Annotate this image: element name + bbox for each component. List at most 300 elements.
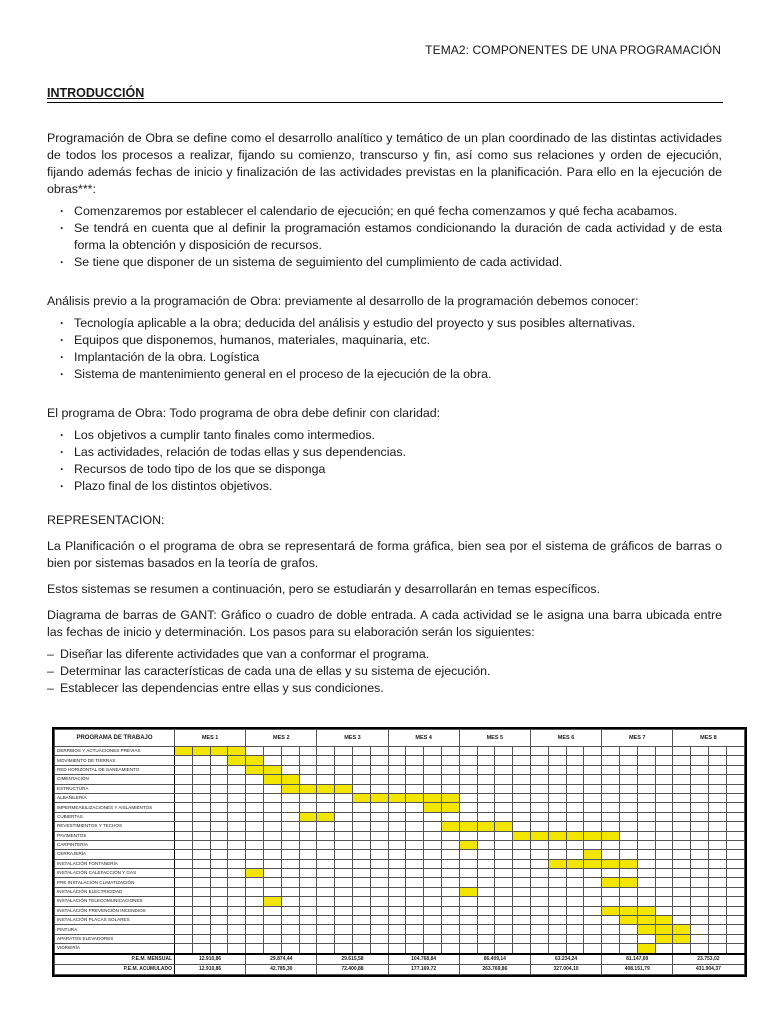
gantt-empty-cell [352,756,370,765]
gantt-empty-cell [441,878,459,887]
gantt-empty-cell [459,916,477,925]
gantt-empty-cell [406,822,424,831]
gantt-empty-cell [317,756,335,765]
gantt-empty-cell [317,822,335,831]
gantt-empty-cell [299,869,317,878]
gantt-empty-cell [726,793,744,802]
gantt-empty-cell [584,897,602,906]
gantt-empty-cell [352,878,370,887]
gantt-bar-cell [673,925,691,934]
gantt-empty-cell [513,812,531,821]
gantt-empty-cell [441,869,459,878]
gantt-empty-cell [388,869,406,878]
gantt-empty-cell [406,765,424,774]
gantt-empty-cell [299,793,317,802]
gantt-bar-cell [228,756,246,765]
gantt-empty-cell [619,840,637,849]
gantt-empty-cell [477,887,495,896]
gantt-bar-cell [619,916,637,925]
gantt-empty-cell [513,878,531,887]
gantt-empty-cell [708,775,726,784]
gantt-empty-cell [335,934,353,943]
activity-row [55,850,745,859]
bullet-item: · Equipos que disponemos, humanos, materiales, maquinaria, etc. [60,332,722,349]
gantt-empty-cell [263,934,281,943]
gantt-bar-cell [619,878,637,887]
gantt-empty-cell [406,840,424,849]
gantt-empty-cell [299,944,317,954]
gantt-empty-cell [655,793,673,802]
gantt-empty-cell [335,747,353,756]
month-header: MES 8 [673,730,744,747]
gantt-empty-cell [210,869,228,878]
gantt-empty-cell [726,831,744,840]
gantt-empty-cell [441,916,459,925]
gantt-empty-cell [584,747,602,756]
gantt-empty-cell [406,775,424,784]
gantt-empty-cell [584,775,602,784]
gantt-empty-cell [673,878,691,887]
gantt-empty-cell [584,803,602,812]
gantt-empty-cell [370,756,388,765]
gantt-empty-cell [691,878,709,887]
gantt-empty-cell [566,747,584,756]
gantt-empty-cell [246,812,264,821]
gantt-empty-cell [210,925,228,934]
gantt-empty-cell [655,944,673,954]
gantt-empty-cell [175,906,193,915]
gantt-empty-cell [513,859,531,868]
bullet-item: · Sistema de mantenimiento general en el proceso de la ejecución de la obra. [60,366,722,383]
gantt-empty-cell [192,803,210,812]
gantt-empty-cell [495,812,513,821]
gantt-empty-cell [459,775,477,784]
gantt-empty-cell [352,925,370,934]
gantt-empty-cell [602,887,620,896]
activity-label: PINTURA [55,925,175,934]
gantt-empty-cell [726,944,744,954]
gantt-empty-cell [192,812,210,821]
gantt-bar-cell [299,812,317,821]
gantt-empty-cell [370,878,388,887]
activity-row [55,925,745,934]
gantt-empty-cell [299,803,317,812]
gantt-empty-cell [406,934,424,943]
gantt-empty-cell [424,934,442,943]
gantt-empty-cell [691,756,709,765]
gantt-empty-cell [317,878,335,887]
gantt-title: PROGRAMA DE TRABAJO [55,730,175,747]
gantt-empty-cell [530,944,548,954]
gantt-empty-cell [281,897,299,906]
activity-label: PAVIMENTOS [55,831,175,840]
gantt-bar-cell [192,747,210,756]
gantt-empty-cell [228,934,246,943]
gantt-empty-cell [263,916,281,925]
gantt-empty-cell [406,850,424,859]
gantt-empty-cell [459,756,477,765]
gantt-empty-cell [655,756,673,765]
activity-row [55,803,745,812]
gantt-empty-cell [210,775,228,784]
gantt-empty-cell [619,887,637,896]
gantt-bar-cell [352,793,370,802]
gantt-empty-cell [513,765,531,774]
gantt-empty-cell [228,869,246,878]
gantt-empty-cell [655,822,673,831]
gantt-empty-cell [619,812,637,821]
gantt-empty-cell [655,775,673,784]
gantt-empty-cell [691,859,709,868]
gantt-empty-cell [726,803,744,812]
gantt-empty-cell [424,756,442,765]
gantt-empty-cell [281,916,299,925]
gantt-empty-cell [726,934,744,943]
activity-label: REVESTIMIENTOS Y TECHOS [55,822,175,831]
gantt-empty-cell [726,840,744,849]
gantt-empty-cell [691,784,709,793]
gantt-bar-cell [370,793,388,802]
gantt-empty-cell [406,747,424,756]
gantt-bar-cell [655,925,673,934]
gantt-empty-cell [317,916,335,925]
gantt-bar-cell [459,822,477,831]
gantt-empty-cell [210,803,228,812]
gantt-empty-cell [673,850,691,859]
gantt-empty-cell [441,812,459,821]
gantt-empty-cell [335,897,353,906]
gantt-empty-cell [406,887,424,896]
gantt-empty-cell [655,906,673,915]
gantt-bar-cell [637,906,655,915]
gantt-empty-cell [352,784,370,793]
gantt-empty-cell [370,765,388,774]
gantt-empty-cell [370,906,388,915]
gantt-empty-cell [708,887,726,896]
gantt-empty-cell [513,925,531,934]
gantt-empty-cell [691,775,709,784]
gantt-bar-cell [246,765,264,774]
gantt-empty-cell [691,887,709,896]
gantt-empty-cell [673,887,691,896]
gantt-empty-cell [708,869,726,878]
gantt-bar-cell [424,803,442,812]
gantt-bar-cell [263,775,281,784]
gantt-empty-cell [228,812,246,821]
gantt-empty-cell [317,869,335,878]
gantt-empty-cell [263,822,281,831]
intro-bullet-list [47,203,722,271]
gantt-empty-cell [691,916,709,925]
gantt-empty-cell [299,859,317,868]
gantt-empty-cell [726,765,744,774]
gantt-empty-cell [513,775,531,784]
gantt-empty-cell [530,906,548,915]
month-header: MES 6 [530,730,601,747]
gantt-empty-cell [691,793,709,802]
gantt-empty-cell [548,850,566,859]
gantt-bar-cell [263,765,281,774]
gantt-empty-cell [210,793,228,802]
gantt-empty-cell [246,916,264,925]
gantt-empty-cell [673,869,691,878]
gantt-empty-cell [441,897,459,906]
gantt-empty-cell [246,944,264,954]
gantt-empty-cell [726,784,744,793]
gantt-empty-cell [299,916,317,925]
gantt-empty-cell [691,934,709,943]
gantt-empty-cell [317,747,335,756]
gantt-empty-cell [477,765,495,774]
gantt-empty-cell [584,887,602,896]
gantt-empty-cell [175,897,193,906]
gantt-empty-cell [459,906,477,915]
summary-value: 81.147,69 [602,954,673,965]
gantt-empty-cell [619,765,637,774]
gantt-empty-cell [655,803,673,812]
activity-row [55,756,745,765]
gantt-empty-cell [352,765,370,774]
month-header: MES 1 [175,730,246,747]
gantt-empty-cell [566,850,584,859]
gantt-empty-cell [602,916,620,925]
gantt-bar-cell [655,916,673,925]
gantt-empty-cell [495,916,513,925]
gantt-empty-cell [548,793,566,802]
gantt-empty-cell [548,916,566,925]
gantt-empty-cell [263,803,281,812]
gantt-empty-cell [530,793,548,802]
gantt-empty-cell [513,916,531,925]
gantt-empty-cell [708,831,726,840]
gantt-empty-cell [246,859,264,868]
gantt-empty-cell [602,793,620,802]
activity-row [55,934,745,943]
gantt-empty-cell [495,756,513,765]
gantt-empty-cell [513,822,531,831]
gantt-empty-cell [673,756,691,765]
gantt-empty-cell [210,906,228,915]
gantt-empty-cell [655,887,673,896]
gantt-empty-cell [726,812,744,821]
gantt-empty-cell [637,822,655,831]
gantt-empty-cell [477,784,495,793]
activity-row [55,897,745,906]
gantt-empty-cell [691,906,709,915]
gantt-empty-cell [228,831,246,840]
gantt-empty-cell [263,784,281,793]
gantt-empty-cell [619,822,637,831]
gantt-empty-cell [691,944,709,954]
gantt-empty-cell [513,840,531,849]
gantt-empty-cell [175,803,193,812]
gantt-empty-cell [192,897,210,906]
gantt-empty-cell [637,887,655,896]
gantt-empty-cell [495,897,513,906]
gantt-empty-cell [317,897,335,906]
gantt-empty-cell [566,765,584,774]
gantt-empty-cell [388,859,406,868]
gantt-empty-cell [388,840,406,849]
gantt-empty-cell [424,747,442,756]
summary-value: 431.904,37 [673,964,744,974]
gantt-bar-cell [441,803,459,812]
gantt-empty-cell [602,925,620,934]
gantt-empty-cell [691,747,709,756]
gantt-empty-cell [477,831,495,840]
gantt-empty-cell [726,822,744,831]
gantt-empty-cell [655,897,673,906]
gantt-bar-cell [637,944,655,954]
gantt-empty-cell [548,775,566,784]
gantt-empty-cell [335,869,353,878]
gantt-empty-cell [263,887,281,896]
gantt-empty-cell [406,756,424,765]
gantt-empty-cell [495,878,513,887]
activity-label: ALBAÑILERÍA [55,793,175,802]
gantt-empty-cell [566,916,584,925]
gantt-empty-cell [192,906,210,915]
gantt-empty-cell [317,906,335,915]
gantt-empty-cell [673,775,691,784]
activity-label: PRE INSTALACIÓN CLIMATIZACIÓN [55,878,175,887]
gantt-empty-cell [210,887,228,896]
activity-label: CUBIERTAS [55,812,175,821]
gantt-empty-cell [441,747,459,756]
gantt-empty-cell [192,869,210,878]
gantt-empty-cell [441,756,459,765]
gantt-empty-cell [548,803,566,812]
gantt-bar-cell [175,747,193,756]
gantt-empty-cell [370,869,388,878]
gantt-empty-cell [637,812,655,821]
program-paragraph: El programa de Obra: Todo programa de obra debe definir con claridad: [47,406,441,420]
gantt-empty-cell [228,840,246,849]
activity-row [55,840,745,849]
summary-value: 86.409,14 [459,954,530,965]
gantt-empty-cell [352,831,370,840]
gantt-empty-cell [708,859,726,868]
body-content [47,130,722,697]
gantt-empty-cell [335,906,353,915]
gantt-empty-cell [352,775,370,784]
gantt-empty-cell [548,934,566,943]
gantt-empty-cell [424,775,442,784]
gantt-bar-cell [424,793,442,802]
gantt-empty-cell [477,934,495,943]
gantt-empty-cell [673,784,691,793]
gantt-empty-cell [548,869,566,878]
gantt-empty-cell [513,784,531,793]
gantt-empty-cell [495,925,513,934]
gantt-empty-cell [335,822,353,831]
gantt-empty-cell [352,869,370,878]
gantt-empty-cell [441,944,459,954]
gantt-empty-cell [299,887,317,896]
gantt-empty-cell [619,897,637,906]
gantt-empty-cell [548,765,566,774]
gantt-empty-cell [691,822,709,831]
gantt-empty-cell [459,765,477,774]
gantt-empty-cell [424,765,442,774]
gantt-empty-cell [584,784,602,793]
gantt-empty-cell [637,747,655,756]
gantt-empty-cell [246,878,264,887]
gantt-empty-cell [388,831,406,840]
gantt-bar-cell [513,831,531,840]
gantt-bar-cell [602,831,620,840]
gantt-empty-cell [175,793,193,802]
gantt-empty-cell [228,897,246,906]
gantt-empty-cell [513,850,531,859]
gantt-empty-cell [263,859,281,868]
gantt-empty-cell [513,793,531,802]
analysis-bullet-list [47,315,722,383]
gantt-empty-cell [192,850,210,859]
gantt-empty-cell [602,784,620,793]
gantt-empty-cell [477,747,495,756]
gantt-empty-cell [673,840,691,849]
gantt-empty-cell [317,850,335,859]
gantt-empty-cell [548,906,566,915]
gantt-empty-cell [602,934,620,943]
gantt-empty-cell [584,869,602,878]
gantt-empty-cell [708,747,726,756]
gantt-empty-cell [637,831,655,840]
activity-label: INSTALACIÓN FONTANERÍA [55,859,175,868]
gantt-empty-cell [584,878,602,887]
gantt-empty-cell [477,793,495,802]
gantt-empty-cell [530,747,548,756]
gantt-empty-cell [708,793,726,802]
gantt-empty-cell [192,822,210,831]
gantt-bar-cell [263,897,281,906]
gantt-empty-cell [477,756,495,765]
gantt-empty-cell [602,775,620,784]
gantt-empty-cell [530,803,548,812]
month-header: MES 4 [388,730,459,747]
gantt-empty-cell [726,916,744,925]
gantt-empty-cell [246,887,264,896]
gantt-empty-cell [281,765,299,774]
gantt-empty-cell [335,775,353,784]
gantt-empty-cell [441,934,459,943]
gantt-empty-cell [175,840,193,849]
gantt-empty-cell [495,775,513,784]
gantt-empty-cell [459,925,477,934]
gantt-empty-cell [619,793,637,802]
representation-heading: REPRESENTACION: [47,513,165,527]
gantt-empty-cell [192,775,210,784]
gantt-empty-cell [477,850,495,859]
gantt-empty-cell [602,840,620,849]
gantt-empty-cell [548,878,566,887]
gantt-empty-cell [548,822,566,831]
gantt-empty-cell [655,840,673,849]
gantt-bar-cell [459,840,477,849]
bullet-item: · Se tendrá en cuenta que al definir la programación estamos condicionando la duración de cada actividad y de esta forma la obtención y disposición de recursos. [60,220,722,254]
gantt-empty-cell [530,812,548,821]
program-bullet-list [47,427,722,495]
activity-row [55,812,745,821]
gantt-empty-cell [352,897,370,906]
gantt-empty-cell [619,869,637,878]
gantt-empty-cell [210,831,228,840]
summary-value: 263.769,86 [459,964,530,974]
gantt-empty-cell [335,803,353,812]
gantt-empty-cell [441,859,459,868]
gantt-empty-cell [566,897,584,906]
